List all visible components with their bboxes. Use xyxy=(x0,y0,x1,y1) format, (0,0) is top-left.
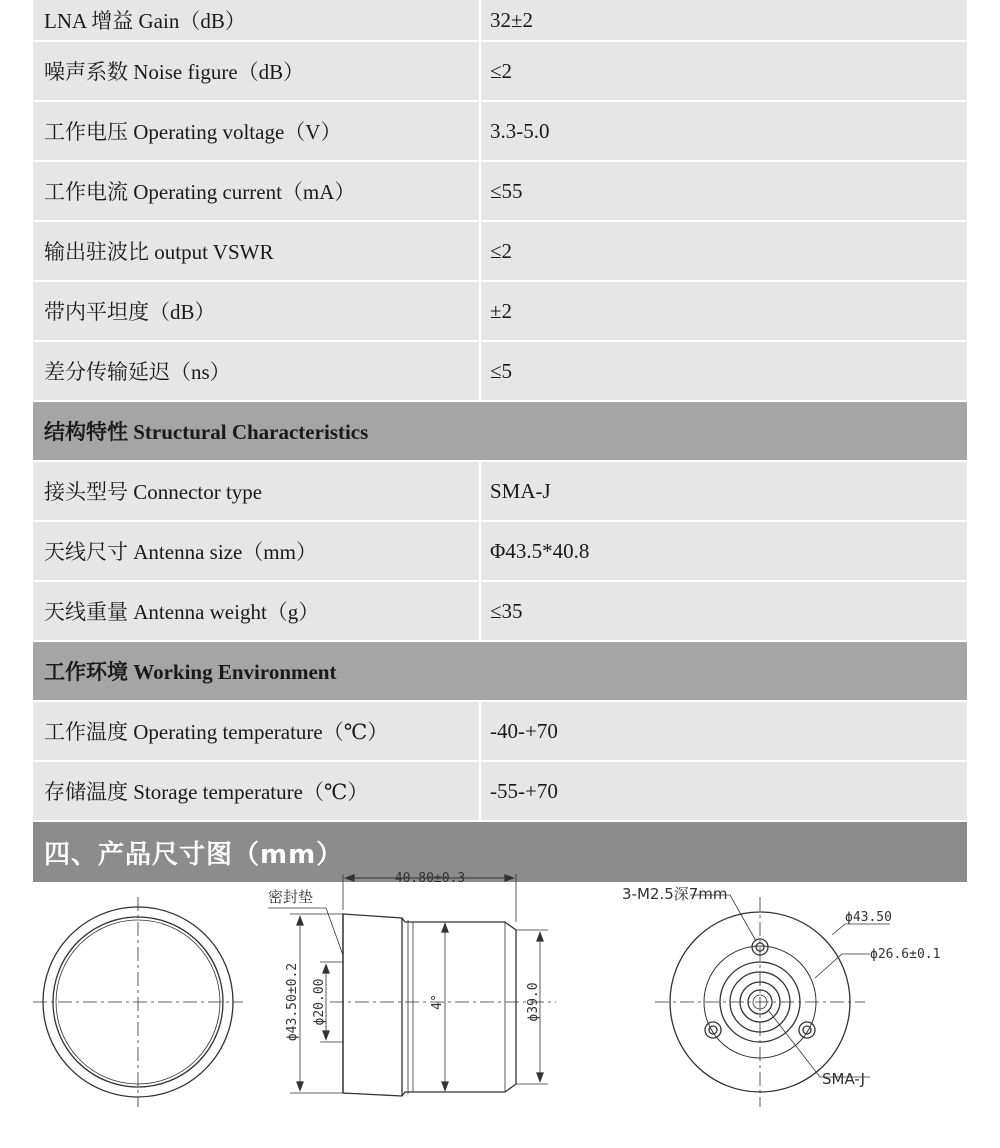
spec-value: ≤5 xyxy=(490,358,513,383)
spec-row-noise xyxy=(33,42,967,102)
spec-label: 工作电流 Operating current（mA） xyxy=(33,162,481,220)
length-dimension: 40.80±0.3 xyxy=(394,871,466,886)
spec-label: 工作电压 Operating voltage（V） xyxy=(33,102,481,160)
spec-label: LNA 增益 Gain（dB） xyxy=(33,0,481,40)
spec-row-weight xyxy=(33,582,967,642)
spec-value: ±2 xyxy=(490,298,513,323)
bolt-circle-dimension: ϕ43.50 xyxy=(845,910,892,925)
spec-row-size xyxy=(33,522,967,582)
spec-row-op-temp xyxy=(33,702,967,762)
spec-row-flatness xyxy=(33,282,967,342)
spec-row-connector xyxy=(33,462,967,522)
spec-row-gain xyxy=(33,0,967,42)
spec-value: -55-+70 xyxy=(490,778,558,803)
spec-value: Φ43.5*40.8 xyxy=(490,538,590,563)
front-view xyxy=(33,897,243,1107)
spec-label: 接头型号 Connector type xyxy=(33,462,481,520)
spec-label: 带内平坦度（dB） xyxy=(33,282,481,340)
screw-callout: 3-M2.5深7mm xyxy=(622,885,728,903)
spec-row-current xyxy=(33,162,967,222)
section-environment xyxy=(33,642,967,702)
spec-value: ≤55 xyxy=(490,178,523,203)
spec-label: 输出驻波比 output VSWR xyxy=(33,222,481,280)
section-title: 工作环境 Working Environment xyxy=(44,660,337,684)
spec-value: 32±2 xyxy=(490,7,534,32)
section-structural xyxy=(33,402,967,462)
spec-label: 存储温度 Storage temperature（℃） xyxy=(33,762,481,820)
spec-value: ≤35 xyxy=(490,598,523,623)
spec-label: 天线尺寸 Antenna size（mm） xyxy=(33,522,481,580)
body-diameter-dimension: ϕ39.0 xyxy=(526,982,541,1022)
spec-label: 差分传输延迟（ns） xyxy=(33,342,481,400)
spec-row-delay xyxy=(33,342,967,402)
inner-diameter-dimension: ϕ20.00 xyxy=(312,978,327,1026)
spec-label: 噪声系数 Noise figure（dB） xyxy=(33,42,481,100)
section-title: 四、产品尺寸图（mm） xyxy=(44,839,344,870)
gasket-label: 密封垫 xyxy=(268,888,314,906)
spec-row-storage-temp xyxy=(33,762,967,822)
spec-value: ≤2 xyxy=(490,58,513,83)
spec-row-voltage xyxy=(33,102,967,162)
outer-diameter-dimension: ϕ43.50±0.2 xyxy=(285,962,300,1042)
spec-value: 3.3-5.0 xyxy=(490,118,550,143)
section-title: 结构特性 Structural Characteristics xyxy=(44,420,369,444)
spec-table xyxy=(33,0,967,882)
connector-callout: SMA-J xyxy=(822,1070,866,1088)
angle-dimension: 4° xyxy=(430,994,445,1010)
spec-value: ≤2 xyxy=(490,238,513,263)
spec-label: 天线重量 Antenna weight（g） xyxy=(33,582,481,640)
spec-value: SMA-J xyxy=(490,478,551,503)
spec-row-vswr xyxy=(33,222,967,282)
spec-value: -40-+70 xyxy=(490,718,558,743)
spec-label: 工作温度 Operating temperature（℃） xyxy=(33,702,481,760)
dimension-drawing xyxy=(0,862,1000,1148)
connector-diameter-dimension: ϕ26.6±0.1 xyxy=(870,947,941,962)
